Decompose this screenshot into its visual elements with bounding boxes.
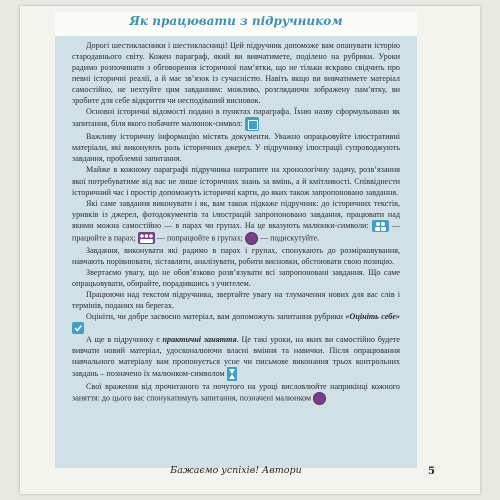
paragraph [72, 198, 400, 245]
page-title: Як працювати з підручником [129, 14, 343, 28]
paragraph-text: Основні історичні відомості подано в пунктах параграфа. Їхню назву сформульовано як запитання, біля якого побачите малюнок-символ: [72, 107, 400, 129]
discussion-icon [313, 392, 326, 405]
paragraph-text: А ще в підручнику є [86, 335, 160, 345]
discussion-icon [245, 232, 258, 245]
pair-work-icon [372, 220, 389, 232]
paragraph: Працюючи над текстом підручника, звертайте увагу на тлумачення нових для вас слів і термінів, поданих на берегах. [72, 290, 400, 311]
paragraph: Завдання, виконувати які радимо в парах і групах, спонукають до розмірковування, навчають порівнювати, зіставляти, аналізувати, робити висновки, обстоювати свою позицію. [72, 245, 400, 266]
paragraph-text: — в парах чи групах. На це вказують малюнки-символи: [161, 220, 369, 230]
paragraph-text: Які саме завдання виконувати і як, вам також підкаже підручник: до історичних текстів, уривків із джерел, фотодокументів та ілюстрацій запропоновано завдання, працювати над якими можна самостійно [72, 198, 400, 230]
question-book-icon [245, 117, 259, 131]
paragraph-text: — працюйте в парах; [72, 220, 401, 243]
group-work-icon [138, 232, 155, 244]
paragraph-text: Свої враження від прочитаного та почутого на уроці висловлюйте наприкінці кожного заняття: до цього вас спонукатимуть запитання, позначені малюнком [72, 382, 400, 403]
hourglass-icon [227, 367, 237, 381]
paragraph: Важливу історичну інформацію містять документи. Уважно опрацьовуйте ілюстративні матеріали, які виконують роль історичних джерел. У підручнику ілюстрації супроводжують завдання, проблемні запитання. [72, 132, 400, 164]
signature: Бажаємо успіхів! Автори [170, 465, 302, 476]
paragraph [72, 381, 400, 405]
paragraph-text: — подискутуйте. [259, 233, 320, 243]
paragraph [72, 334, 400, 381]
paragraph [72, 311, 400, 334]
paragraph-text: — попрацюйте в групах; [156, 233, 243, 243]
paragraph: Майже в кожному параграфі підручника натрапите на хронологічну задачу, розв’язання якої потребуватиме від вас не лише історичних знань за вмінь, а й кмітливості. Співвіднести історичний час і простір допоможуть історичні карти, до яких також запропоновано завдання. [72, 165, 400, 197]
body-text [72, 40, 400, 405]
paragraph [72, 106, 400, 131]
paragraph-text: Оцініти, чи добре засвоєно матеріал, вам допоможуть запитання рубрики [86, 312, 344, 322]
paragraph: Дорогі шестикласники і шестикласниці! Цей підручник допоможе вам опанувати історію стародавнього світу. Кожен параграф, який ви вивчатимете, поділено на рубрики. Уроки радимо розпочинати з обговорення історичної пам’ятки, що не тільки яскраво свідчить про певні історичні реалії, а й має зв’язок із сучасністю. Навіть якщо ви вивчатимете матеріал самостійно, не нехтуйте цим завданням: можливо, розглядаючи зображену пам’ятку, ви зробите для себе відкриття чи несподіваний висновок. [72, 41, 400, 106]
check-icon [72, 322, 84, 334]
paragraph: Звертаємо увагу, що не обов’язково розв’язувати всі запропоновані завдання. Що саме опрацьовувати, обирайте, порадившись з учителем. [72, 267, 400, 288]
practical-term: практичні заняття [162, 335, 237, 345]
paragraph-text: . Це такі уроки, на яких ви самостійно будете вивчати новий матеріал, удосконалюючи власні вміння та навички. Після опрацювання навчального матеріалу вам пропонується усне чи письмове виконання трьох контрольних завдань – позначено їх малюнком-символом [72, 335, 400, 379]
rubric-name: «Оцініть себе» [345, 312, 400, 322]
page-number: 5 [428, 466, 435, 477]
